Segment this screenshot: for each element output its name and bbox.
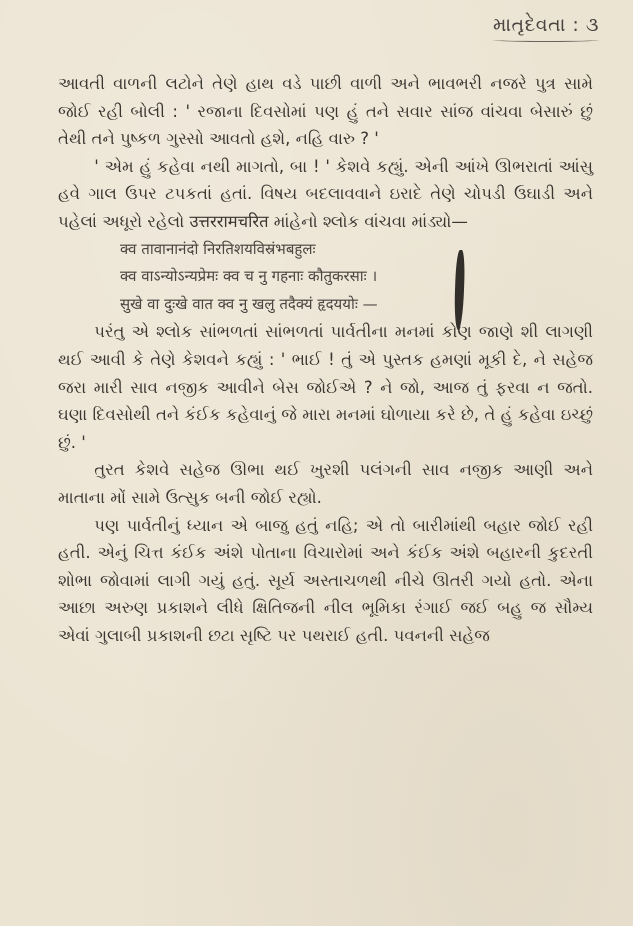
paragraph: પણ પાર્વતીનું ધ્યાન એ બાજુ હતું નહિ; એ તો બારીમાંથી બહાર જોઈ રહી હતી. એનું ચિત્ત કંઈક અંશે પોતાના વિચારોમાં અને કંઈક અંશે બહારની કુદરતી શોભા જોવામાં લાગી ગયું હતું. સૂર્ય અસ્તાચળથી નીચે ઊતરી ગયો હતો. એના આછા અરુણ પ્રકાશને લીધે ક્ષિતિજની નીલ ભૂમિકા રંગાઈ જઈ બહુ જ સૌમ્ય એવાં ગુલાબી પ્રકાશની છટા સૃષ્ટિ પર પથરાઈ હતી. પવનની સહેજ: [58, 515, 593, 645]
paragraph: ' એમ હું કહેવા નથી માગતો, બા ! ' કેશવે કહ્યું. એની આંખે ઊભરાતાં આંસુ હવે ગાલ ઉપર ટપકતાં હતાં. વિષય બદલાવવાને ઇરાદે તેણે ચોપડી ઉઘાડી અને પહેલાં અધૂરો રહેલો उत्तररामचरित માંહેનો શ્લોક વાંચવા માંડ્યો—: [58, 156, 593, 231]
running-head: [493, 14, 599, 42]
sanskrit-verse: [58, 236, 593, 319]
paragraph: તુરત કેશવે સહેજ ઊભા થઈ ખુરશી પલંગની સાવ નજીક આણી અને માતાના મોં સામે ઉત્સુક બની જોઈ રહ્યો.: [58, 460, 593, 507]
body-text: [58, 70, 593, 649]
verse-line: सुखे वा दुःखे वात क्व नु खलु तदैक्यं हृदययोः —: [120, 294, 378, 313]
paragraph: આવતી વાળની લટોને તેણે હાથ વડે પાછી વાળી અને ભાવભરી નજરે પુત્ર સામે જોઈ રહી બોલી : ' રજાના દિવસોમાં પણ હું તને સવાર સાંજ વાંચવા બેસારું છું તેથી તને પુષ્કળ ગુસ્સો આવતો હશે, નહિ વારુ ? ': [58, 74, 593, 149]
verse-line: क्व तावानानंदो निरतिशयविस्रंभबहुलः: [120, 239, 316, 258]
running-head-text: માતૃદેવતા : ૩: [492, 14, 599, 36]
paragraph: પરંતુ એ શ્લોક સાંભળતાં સાંભળતાં પાર્વતીના મનમાં કોણ જાણે શી લાગણી થઈ આવી કે તેણે કેશવને કહ્યું : ' ભાઈ ! તું એ પુસ્તક હમણાં મૂકી દે, ને સહેજ જરા મારી સાવ નજીક આવીને બેસ જોઈએ ? ને જો, આજ તું ફરવા ન જતો. ઘણા દિવસોથી તને કંઈક કહેવાનું જે મારા મનમાં ઘોળાયા કરે છે, તે હું કહેવા ઇચ્છું છું. ': [58, 322, 593, 452]
verse-line: क्व वाऽन्योऽन्यप्रेमः क्व च नु गहनाः कौतुकरसाः ।: [120, 267, 378, 286]
running-head-rule: [493, 38, 599, 42]
